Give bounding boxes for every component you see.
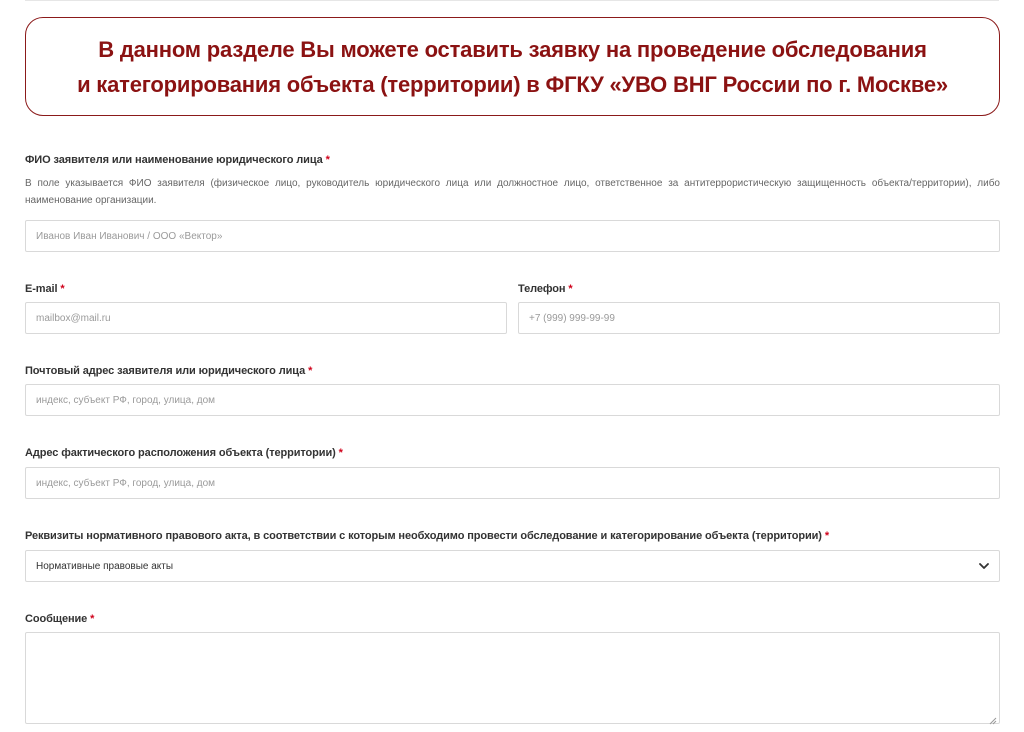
phone-input[interactable] xyxy=(518,302,1000,334)
postal-address-input[interactable] xyxy=(25,384,1000,416)
name-label-text: ФИО заявителя или наименование юридического лица xyxy=(25,154,323,166)
message-label xyxy=(25,613,94,625)
email-input[interactable] xyxy=(25,302,507,334)
required-mark: * xyxy=(568,283,573,295)
name-hint: В поле указывается ФИО заявителя (физическое лицо, руководитель юридического лица или должностное лицо, ответственное за антитеррористическую защищенность объекта/территории), либо наименование организации. xyxy=(25,178,1000,206)
object-address-label-text: Адрес фактического расположения объекта (территории) xyxy=(25,447,336,459)
phone-label xyxy=(518,283,573,295)
postal-address-label-text: Почтовый адрес заявителя или юридического лица xyxy=(25,365,306,377)
required-mark: * xyxy=(90,613,95,625)
required-mark: * xyxy=(824,530,830,542)
email-label xyxy=(25,283,65,295)
object-address-label xyxy=(25,447,343,459)
required-mark: * xyxy=(338,447,343,459)
banner-line-2: и категорирования объекта (территории) в ФГКУ «УВО ВНГ России по г. Москве» xyxy=(77,71,948,97)
resize-grip-icon[interactable] xyxy=(988,712,997,721)
message-textarea[interactable] xyxy=(25,632,1000,724)
chevron-down-icon xyxy=(979,561,989,571)
message-label-text: Сообщение xyxy=(25,613,88,625)
legal-act-selected-value: Нормативные правовые акты xyxy=(36,560,174,572)
required-mark: * xyxy=(308,365,313,377)
name-label xyxy=(25,154,330,166)
postal-address-label xyxy=(25,365,312,377)
legal-act-select[interactable] xyxy=(25,550,1000,582)
info-banner xyxy=(25,17,1000,116)
required-mark: * xyxy=(60,283,65,295)
required-mark: * xyxy=(325,154,330,166)
banner-line-1: В данном разделе Вы можете оставить заявку на проведение обследования xyxy=(98,36,927,62)
legal-act-label xyxy=(25,530,829,542)
email-label-text: E-mail xyxy=(25,283,58,295)
top-divider xyxy=(25,0,999,1)
object-address-input[interactable] xyxy=(25,467,1000,499)
name-input[interactable] xyxy=(25,220,1000,252)
phone-label-text: Телефон xyxy=(518,283,566,295)
legal-act-label-text: Реквизиты нормативного правового акта, в соответствии с которым необходимо провести обследование и категорирование объекта (территории) xyxy=(25,530,822,542)
